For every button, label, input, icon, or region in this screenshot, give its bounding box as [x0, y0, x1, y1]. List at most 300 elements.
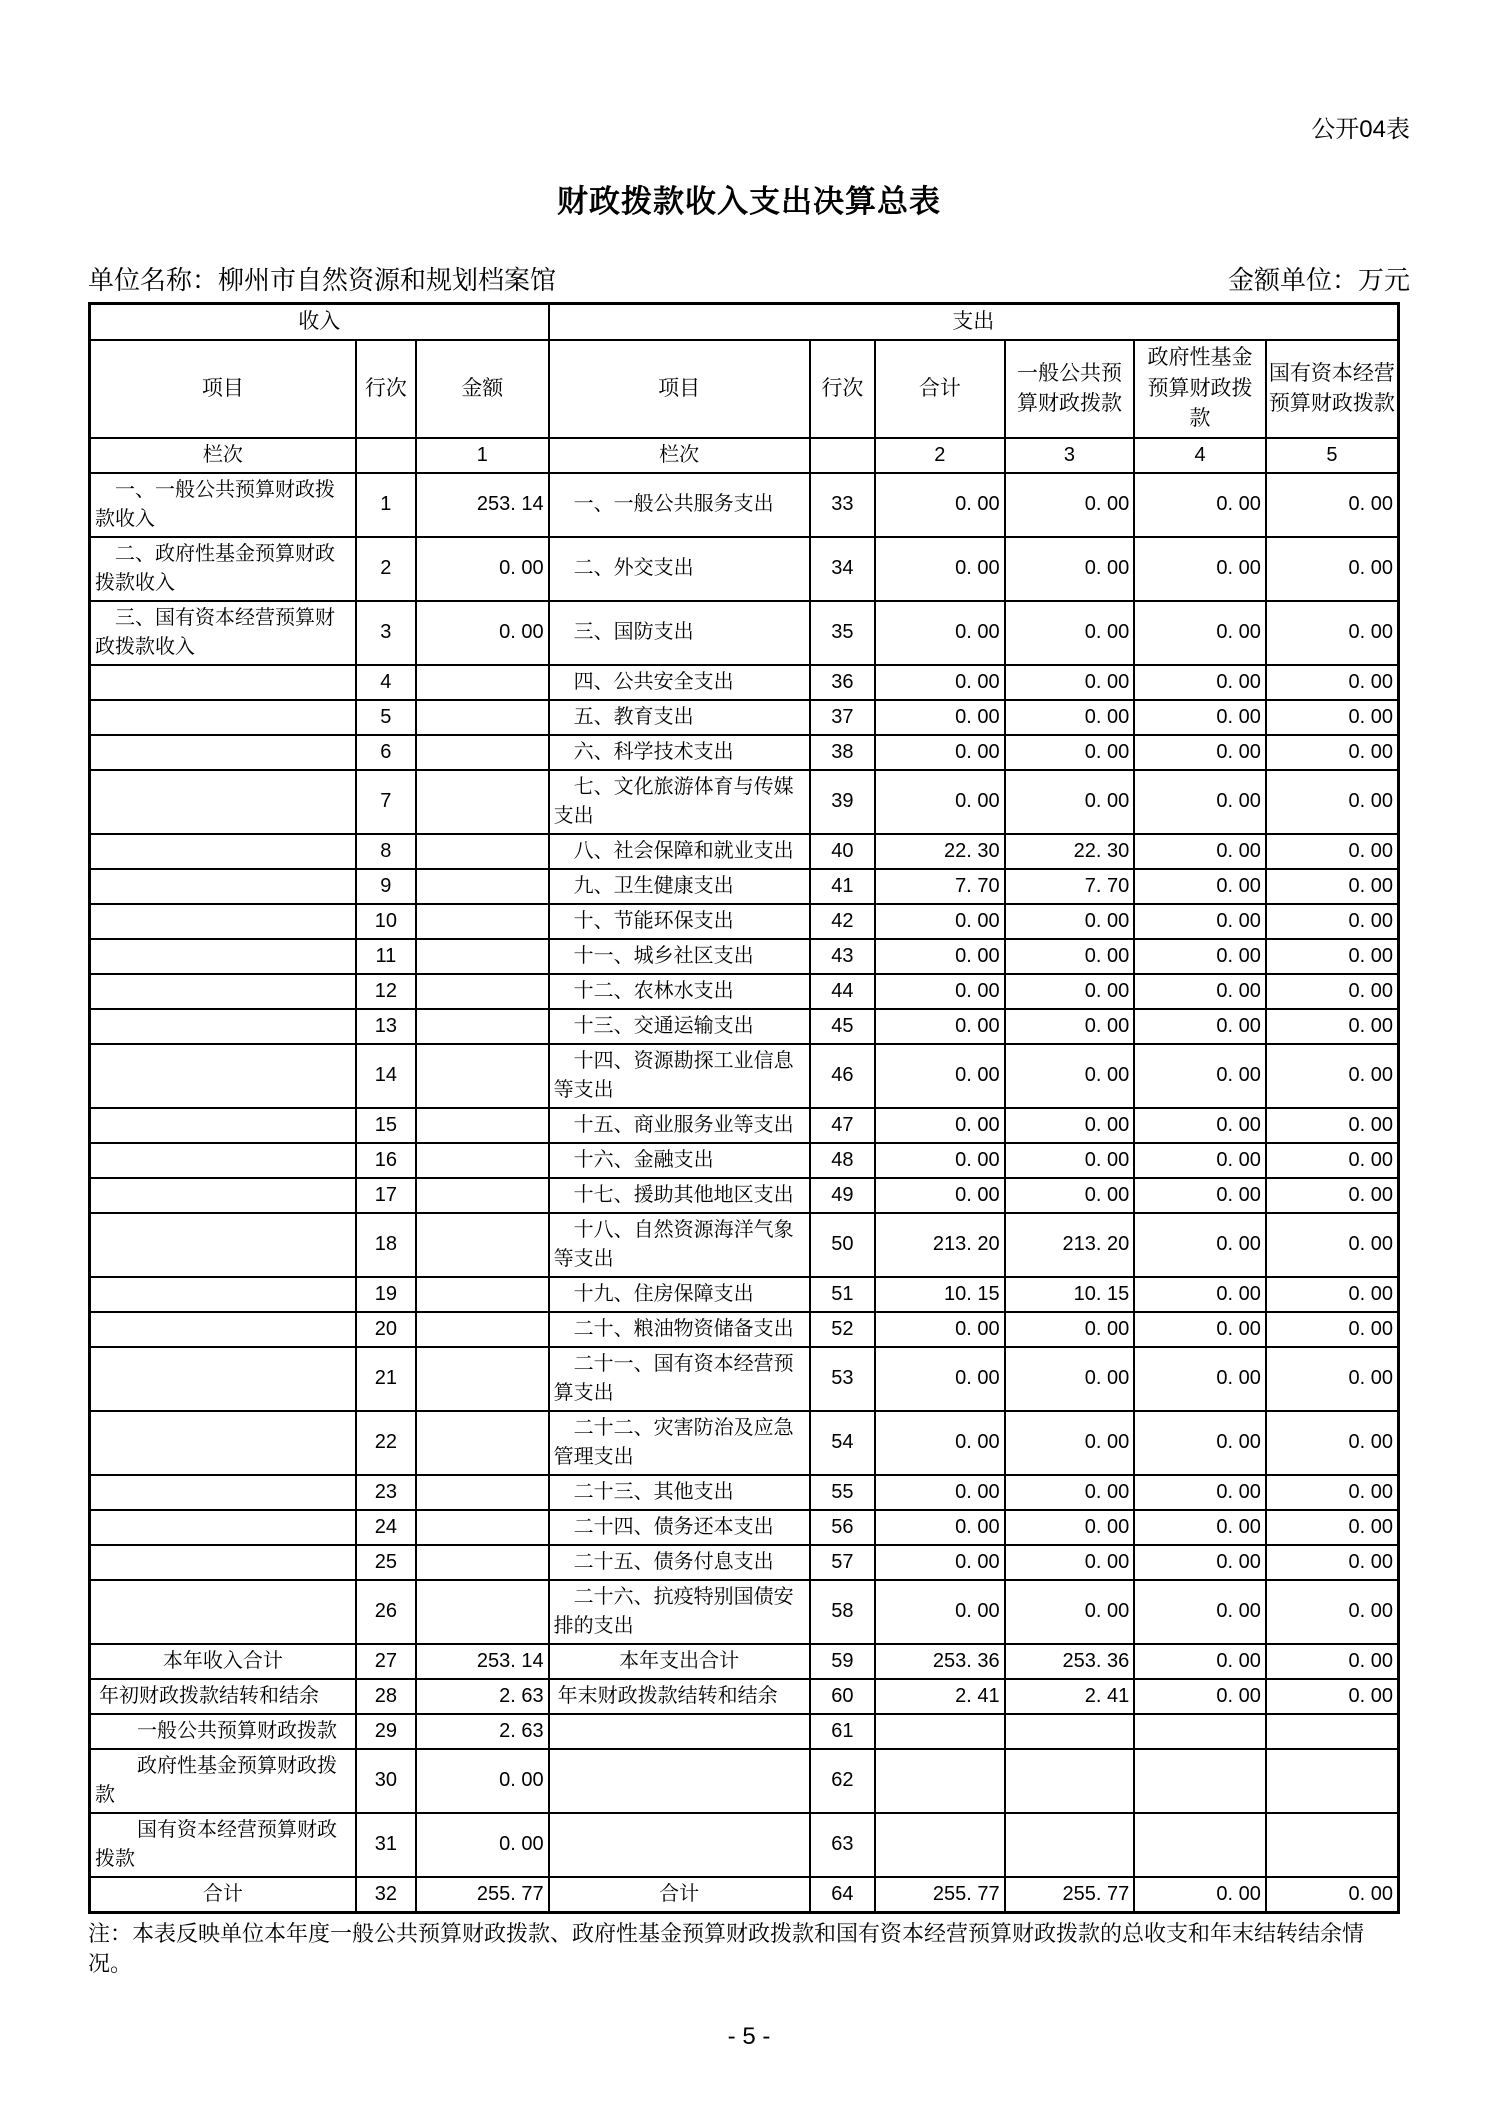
expense-state-capital-cell: 0. 00 — [1266, 1178, 1399, 1213]
expense-total-cell: 0. 00 — [875, 1009, 1005, 1044]
expense-item-cell: 二十、粮油物资储备支出 — [549, 1312, 810, 1347]
expense-item-cell: 十九、住房保障支出 — [549, 1277, 810, 1312]
expense-total-cell: 0. 00 — [875, 904, 1005, 939]
section-header-row — [90, 304, 1399, 341]
income-amount-cell — [416, 904, 549, 939]
expense-general-cell: 7. 70 — [1005, 869, 1135, 904]
expense-state-capital-cell: 0. 00 — [1266, 1044, 1399, 1108]
expense-state-capital-cell: 0. 00 — [1266, 1510, 1399, 1545]
expense-row-no-cell: 47 — [810, 1108, 875, 1143]
table-row — [90, 1108, 1399, 1143]
sheet-label: 公开04表 — [1311, 116, 1410, 143]
expense-item-cell — [549, 1749, 810, 1813]
income-row-no-cell: 17 — [356, 1178, 416, 1213]
col-income-row-no: 行次 — [356, 340, 416, 437]
expense-item-cell: 六、科学技术支出 — [549, 735, 810, 770]
expense-item-cell: 一、一般公共服务支出 — [549, 473, 810, 537]
expense-row-no-cell: 35 — [810, 601, 875, 665]
expense-gov-fund-cell: 0. 00 — [1134, 1679, 1266, 1714]
expense-gov-fund-cell — [1134, 1714, 1266, 1749]
expense-general-cell: 0. 00 — [1005, 735, 1135, 770]
income-amount-cell — [416, 834, 549, 869]
income-item-cell — [90, 904, 356, 939]
expense-row-no-cell: 59 — [810, 1644, 875, 1679]
col-income-item: 项目 — [90, 340, 356, 437]
income-amount-cell — [416, 1347, 549, 1411]
table-row — [90, 1044, 1399, 1108]
expense-row-no-cell: 64 — [810, 1877, 875, 1913]
expense-row-no-cell: 46 — [810, 1044, 875, 1108]
expense-item-cell: 十八、自然资源海洋气象等支出 — [549, 1213, 810, 1277]
expense-row-no-cell: 44 — [810, 974, 875, 1009]
expense-state-capital-cell: 0. 00 — [1266, 1411, 1399, 1475]
expense-general-cell: 0. 00 — [1005, 665, 1135, 700]
expense-item-cell: 九、卫生健康支出 — [549, 869, 810, 904]
income-item-cell: 政府性基金预算财政拨款 — [90, 1749, 356, 1813]
table-row — [90, 1312, 1399, 1347]
expense-row-no-cell: 52 — [810, 1312, 875, 1347]
expense-state-capital-cell: 0. 00 — [1266, 1644, 1399, 1679]
income-item-cell: 合计 — [90, 1877, 356, 1913]
col-income-amount: 金额 — [416, 340, 549, 437]
expense-gov-fund-cell: 0. 00 — [1134, 1143, 1266, 1178]
table-row — [90, 1749, 1399, 1813]
expense-total-cell: 0. 00 — [875, 1475, 1005, 1510]
expense-item-cell: 十一、城乡社区支出 — [549, 939, 810, 974]
expense-general-cell: 2. 41 — [1005, 1679, 1135, 1714]
expense-gov-fund-cell: 0. 00 — [1134, 869, 1266, 904]
expense-row-no-cell: 36 — [810, 665, 875, 700]
expense-total-cell — [875, 1813, 1005, 1877]
page-title: 财政拨款收入支出决算总表 — [557, 184, 941, 219]
expense-gov-fund-cell: 0. 00 — [1134, 473, 1266, 537]
expense-general-cell: 0. 00 — [1005, 1580, 1135, 1644]
income-row-no-cell: 29 — [356, 1714, 416, 1749]
table-row — [90, 1475, 1399, 1510]
income-row-no-cell: 1 — [356, 473, 416, 537]
expense-total-cell: 22. 30 — [875, 834, 1005, 869]
expense-gov-fund-cell: 0. 00 — [1134, 1178, 1266, 1213]
unit-name: 单位名称：柳州市自然资源和规划档案馆 — [88, 265, 557, 295]
expense-item-cell: 四、公共安全支出 — [549, 665, 810, 700]
income-amount-cell: 0. 00 — [416, 537, 549, 601]
table-row — [90, 1143, 1399, 1178]
income-item-cell: 一般公共预算财政拨款 — [90, 1714, 356, 1749]
expense-gov-fund-cell: 0. 00 — [1134, 1877, 1266, 1913]
table-row — [90, 1009, 1399, 1044]
expense-row-no-cell: 42 — [810, 904, 875, 939]
expense-row-no-cell: 49 — [810, 1178, 875, 1213]
expense-item-cell: 五、教育支出 — [549, 700, 810, 735]
expense-general-cell: 0. 00 — [1005, 1178, 1135, 1213]
expense-general-cell — [1005, 1813, 1135, 1877]
expense-general-cell: 0. 00 — [1005, 1312, 1135, 1347]
expense-section-header: 支出 — [549, 304, 1399, 341]
income-row-no-cell: 7 — [356, 770, 416, 834]
income-row-no-cell: 27 — [356, 1644, 416, 1679]
expense-gov-fund-cell: 0. 00 — [1134, 1644, 1266, 1679]
table-row — [90, 601, 1399, 665]
income-row-no-cell: 20 — [356, 1312, 416, 1347]
expense-general-cell: 0. 00 — [1005, 1044, 1135, 1108]
income-row-no-cell: 3 — [356, 601, 416, 665]
expense-gov-fund-cell: 0. 00 — [1134, 1044, 1266, 1108]
income-item-cell: 三、国有资本经营预算财政拨款收入 — [90, 601, 356, 665]
income-row-no-cell: 11 — [356, 939, 416, 974]
expense-gov-fund-cell: 0. 00 — [1134, 1545, 1266, 1580]
income-item-cell — [90, 1545, 356, 1580]
table-row — [90, 974, 1399, 1009]
expense-item-cell: 七、文化旅游体育与传媒支出 — [549, 770, 810, 834]
expense-total-cell: 0. 00 — [875, 1411, 1005, 1475]
expense-general-cell: 255. 77 — [1005, 1877, 1135, 1913]
income-amount-cell — [416, 1545, 549, 1580]
table-row — [90, 1510, 1399, 1545]
col-expense-gov-fund: 政府性基金预算财政拨款 — [1134, 340, 1266, 437]
expense-item-cell: 十五、商业服务业等支出 — [549, 1108, 810, 1143]
expense-state-capital-cell: 0. 00 — [1266, 1009, 1399, 1044]
expense-state-capital-cell: 0. 00 — [1266, 1475, 1399, 1510]
expense-total-cell: 0. 00 — [875, 601, 1005, 665]
table-row — [90, 834, 1399, 869]
expense-gov-fund-cell: 0. 00 — [1134, 700, 1266, 735]
income-item-cell — [90, 1009, 356, 1044]
expense-item-cell: 二、外交支出 — [549, 537, 810, 601]
expense-gov-fund-cell: 0. 00 — [1134, 1009, 1266, 1044]
expense-total-cell: 0. 00 — [875, 1143, 1005, 1178]
income-amount-cell: 253. 14 — [416, 473, 549, 537]
expense-gov-fund-cell: 0. 00 — [1134, 735, 1266, 770]
expense-row-no-cell: 45 — [810, 1009, 875, 1044]
income-item-cell — [90, 770, 356, 834]
expense-row-no-cell: 57 — [810, 1545, 875, 1580]
table-row — [90, 1411, 1399, 1475]
expense-total-cell: 213. 20 — [875, 1213, 1005, 1277]
expense-total-cell — [875, 1714, 1005, 1749]
lanci-col-4: 4 — [1134, 438, 1266, 473]
expense-row-no-cell: 38 — [810, 735, 875, 770]
table-row — [90, 1347, 1399, 1411]
income-amount-cell — [416, 939, 549, 974]
income-row-no-cell: 15 — [356, 1108, 416, 1143]
income-amount-cell: 0. 00 — [416, 601, 549, 665]
expense-row-no-cell: 43 — [810, 939, 875, 974]
expense-state-capital-cell: 0. 00 — [1266, 770, 1399, 834]
expense-state-capital-cell — [1266, 1714, 1399, 1749]
expense-general-cell: 213. 20 — [1005, 1213, 1135, 1277]
page-number: - 5 - — [727, 2023, 771, 2051]
income-item-cell: 年初财政拨款结转和结余 — [90, 1679, 356, 1714]
expense-row-no-cell: 41 — [810, 869, 875, 904]
income-amount-cell — [416, 1108, 549, 1143]
expense-row-no-cell: 60 — [810, 1679, 875, 1714]
income-amount-cell — [416, 1475, 549, 1510]
expense-row-no-cell: 61 — [810, 1714, 875, 1749]
income-amount-cell — [416, 665, 549, 700]
expense-item-cell: 十四、资源勘探工业信息等支出 — [549, 1044, 810, 1108]
expense-state-capital-cell: 0. 00 — [1266, 1213, 1399, 1277]
expense-row-no-cell: 56 — [810, 1510, 875, 1545]
expense-state-capital-cell: 0. 00 — [1266, 974, 1399, 1009]
income-row-no-cell: 10 — [356, 904, 416, 939]
expense-row-no-cell: 53 — [810, 1347, 875, 1411]
expense-row-no-cell: 48 — [810, 1143, 875, 1178]
income-row-no-cell: 19 — [356, 1277, 416, 1312]
expense-state-capital-cell: 0. 00 — [1266, 537, 1399, 601]
expense-state-capital-cell — [1266, 1749, 1399, 1813]
expense-state-capital-cell: 0. 00 — [1266, 1877, 1399, 1913]
expense-general-cell: 0. 00 — [1005, 1108, 1135, 1143]
income-amount-cell: 2. 63 — [416, 1714, 549, 1749]
expense-total-cell: 0. 00 — [875, 735, 1005, 770]
lanci-col-1: 1 — [416, 438, 549, 473]
column-index-row — [90, 438, 1399, 473]
income-item-cell — [90, 1347, 356, 1411]
income-amount-cell — [416, 1411, 549, 1475]
col-expense-item: 项目 — [549, 340, 810, 437]
expense-row-no-cell: 63 — [810, 1813, 875, 1877]
income-row-no-cell: 18 — [356, 1213, 416, 1277]
table-row — [90, 1213, 1399, 1277]
income-item-cell — [90, 1213, 356, 1277]
expense-item-cell — [549, 1813, 810, 1877]
expense-gov-fund-cell: 0. 00 — [1134, 904, 1266, 939]
income-amount-cell: 0. 00 — [416, 1813, 549, 1877]
table-row — [90, 537, 1399, 601]
income-row-no-cell: 28 — [356, 1679, 416, 1714]
lanci-expense-rowno-blank — [810, 438, 875, 473]
expense-general-cell: 0. 00 — [1005, 1510, 1135, 1545]
expense-item-cell: 二十五、债务付息支出 — [549, 1545, 810, 1580]
income-row-no-cell: 31 — [356, 1813, 416, 1877]
expense-general-cell: 0. 00 — [1005, 1411, 1135, 1475]
income-item-cell — [90, 1108, 356, 1143]
expense-item-cell: 十、节能环保支出 — [549, 904, 810, 939]
table-row — [90, 1679, 1399, 1714]
expense-gov-fund-cell — [1134, 1749, 1266, 1813]
lanci-income-rowno-blank — [356, 438, 416, 473]
expense-item-cell: 二十二、灾害防治及应急管理支出 — [549, 1411, 810, 1475]
expense-total-cell: 0. 00 — [875, 1347, 1005, 1411]
expense-gov-fund-cell: 0. 00 — [1134, 665, 1266, 700]
income-amount-cell — [416, 1009, 549, 1044]
expense-item-cell — [549, 1714, 810, 1749]
expense-state-capital-cell: 0. 00 — [1266, 1347, 1399, 1411]
income-amount-cell: 0. 00 — [416, 1749, 549, 1813]
income-row-no-cell: 8 — [356, 834, 416, 869]
income-item-cell — [90, 700, 356, 735]
income-row-no-cell: 16 — [356, 1143, 416, 1178]
expense-general-cell: 10. 15 — [1005, 1277, 1135, 1312]
income-amount-cell — [416, 1580, 549, 1644]
income-amount-cell — [416, 1044, 549, 1108]
expense-row-no-cell: 55 — [810, 1475, 875, 1510]
expense-row-no-cell: 58 — [810, 1580, 875, 1644]
table-row — [90, 770, 1399, 834]
expense-gov-fund-cell: 0. 00 — [1134, 1510, 1266, 1545]
table-note: 注：本表反映单位本年度一般公共预算财政拨款、政府性基金预算财政拨款和国有资本经营预算财政拨款的总收支和年末结转结余情况。 — [88, 1920, 1365, 1977]
expense-gov-fund-cell: 0. 00 — [1134, 1312, 1266, 1347]
expense-gov-fund-cell: 0. 00 — [1134, 1580, 1266, 1644]
expense-gov-fund-cell: 0. 00 — [1134, 770, 1266, 834]
expense-row-no-cell: 33 — [810, 473, 875, 537]
expense-gov-fund-cell: 0. 00 — [1134, 1411, 1266, 1475]
table-row — [90, 1580, 1399, 1644]
income-item-cell — [90, 1277, 356, 1312]
meta-row — [88, 264, 1410, 296]
expense-state-capital-cell: 0. 00 — [1266, 869, 1399, 904]
expense-row-no-cell: 62 — [810, 1749, 875, 1813]
income-amount-cell — [416, 1312, 549, 1347]
expense-general-cell — [1005, 1714, 1135, 1749]
income-row-no-cell: 6 — [356, 735, 416, 770]
expense-general-cell: 0. 00 — [1005, 1143, 1135, 1178]
expense-row-no-cell: 54 — [810, 1411, 875, 1475]
expense-general-cell: 0. 00 — [1005, 601, 1135, 665]
expense-item-cell: 十六、金融支出 — [549, 1143, 810, 1178]
expense-state-capital-cell: 0. 00 — [1266, 1312, 1399, 1347]
table-body — [90, 473, 1399, 1913]
expense-general-cell: 0. 00 — [1005, 904, 1135, 939]
table-row — [90, 1714, 1399, 1749]
expense-gov-fund-cell: 0. 00 — [1134, 601, 1266, 665]
income-item-cell — [90, 1312, 356, 1347]
table-row — [90, 1178, 1399, 1213]
expense-total-cell: 0. 00 — [875, 665, 1005, 700]
expense-total-cell: 2. 41 — [875, 1679, 1005, 1714]
expense-gov-fund-cell: 0. 00 — [1134, 1277, 1266, 1312]
income-amount-cell — [416, 1143, 549, 1178]
expense-state-capital-cell: 0. 00 — [1266, 1143, 1399, 1178]
income-amount-cell: 2. 63 — [416, 1679, 549, 1714]
expense-state-capital-cell: 0. 00 — [1266, 834, 1399, 869]
income-amount-cell — [416, 1510, 549, 1545]
expense-item-cell: 合计 — [549, 1877, 810, 1913]
expense-state-capital-cell: 0. 00 — [1266, 1580, 1399, 1644]
expense-gov-fund-cell: 0. 00 — [1134, 1475, 1266, 1510]
table-row — [90, 665, 1399, 700]
expense-state-capital-cell: 0. 00 — [1266, 735, 1399, 770]
income-item-cell: 国有资本经营预算财政拨款 — [90, 1813, 356, 1877]
expense-item-cell: 三、国防支出 — [549, 601, 810, 665]
expense-gov-fund-cell — [1134, 1813, 1266, 1877]
income-item-cell — [90, 665, 356, 700]
income-amount-cell — [416, 1213, 549, 1277]
expense-item-cell: 二十四、债务还本支出 — [549, 1510, 810, 1545]
col-expense-general: 一般公共预算财政拨款 — [1005, 340, 1135, 437]
income-row-no-cell: 23 — [356, 1475, 416, 1510]
income-row-no-cell: 22 — [356, 1411, 416, 1475]
income-row-no-cell: 25 — [356, 1545, 416, 1580]
income-item-cell — [90, 869, 356, 904]
expense-total-cell: 0. 00 — [875, 537, 1005, 601]
table-row — [90, 1877, 1399, 1913]
expense-row-no-cell: 50 — [810, 1213, 875, 1277]
expense-total-cell: 0. 00 — [875, 770, 1005, 834]
expense-gov-fund-cell: 0. 00 — [1134, 939, 1266, 974]
expense-general-cell: 0. 00 — [1005, 1475, 1135, 1510]
expense-gov-fund-cell: 0. 00 — [1134, 974, 1266, 1009]
income-item-cell: 本年收入合计 — [90, 1644, 356, 1679]
col-expense-total: 合计 — [875, 340, 1005, 437]
income-amount-cell — [416, 869, 549, 904]
expense-gov-fund-cell: 0. 00 — [1134, 834, 1266, 869]
expense-total-cell: 0. 00 — [875, 939, 1005, 974]
expense-total-cell: 0. 00 — [875, 1580, 1005, 1644]
expense-total-cell — [875, 1749, 1005, 1813]
expense-state-capital-cell: 0. 00 — [1266, 1108, 1399, 1143]
column-header-row — [90, 340, 1399, 437]
income-row-no-cell: 26 — [356, 1580, 416, 1644]
income-item-cell — [90, 834, 356, 869]
expense-row-no-cell: 34 — [810, 537, 875, 601]
table-row — [90, 1545, 1399, 1580]
income-item-cell: 二、政府性基金预算财政拨款收入 — [90, 537, 356, 601]
expense-item-cell: 八、社会保障和就业支出 — [549, 834, 810, 869]
income-item-cell — [90, 1044, 356, 1108]
table-row — [90, 700, 1399, 735]
expense-total-cell: 0. 00 — [875, 1312, 1005, 1347]
lanci-col-3: 3 — [1005, 438, 1135, 473]
expense-general-cell: 0. 00 — [1005, 1347, 1135, 1411]
expense-state-capital-cell — [1266, 1813, 1399, 1877]
expense-gov-fund-cell: 0. 00 — [1134, 537, 1266, 601]
expense-general-cell: 0. 00 — [1005, 1009, 1135, 1044]
expense-state-capital-cell: 0. 00 — [1266, 473, 1399, 537]
income-item-cell — [90, 1580, 356, 1644]
expense-general-cell: 0. 00 — [1005, 974, 1135, 1009]
expense-state-capital-cell: 0. 00 — [1266, 700, 1399, 735]
expense-general-cell: 0. 00 — [1005, 1545, 1135, 1580]
income-row-no-cell: 24 — [356, 1510, 416, 1545]
lanci-col-2: 2 — [875, 438, 1005, 473]
expense-row-no-cell: 39 — [810, 770, 875, 834]
expense-gov-fund-cell: 0. 00 — [1134, 1347, 1266, 1411]
expense-general-cell — [1005, 1749, 1135, 1813]
lanci-col-5: 5 — [1266, 438, 1399, 473]
expense-general-cell: 0. 00 — [1005, 770, 1135, 834]
expense-item-cell: 二十一、国有资本经营预算支出 — [549, 1347, 810, 1411]
expense-state-capital-cell: 0. 00 — [1266, 1545, 1399, 1580]
expense-total-cell: 10. 15 — [875, 1277, 1005, 1312]
expense-row-no-cell: 40 — [810, 834, 875, 869]
table-row — [90, 939, 1399, 974]
lanci-expense-label: 栏次 — [549, 438, 810, 473]
income-row-no-cell: 13 — [356, 1009, 416, 1044]
income-amount-cell: 255. 77 — [416, 1877, 549, 1913]
table-row — [90, 1277, 1399, 1312]
expense-row-no-cell: 51 — [810, 1277, 875, 1312]
expense-row-no-cell: 37 — [810, 700, 875, 735]
income-amount-cell — [416, 770, 549, 834]
income-row-no-cell: 12 — [356, 974, 416, 1009]
table-row — [90, 904, 1399, 939]
income-amount-cell: 253. 14 — [416, 1644, 549, 1679]
expense-general-cell: 0. 00 — [1005, 700, 1135, 735]
expense-total-cell: 0. 00 — [875, 1545, 1005, 1580]
lanci-income-label: 栏次 — [90, 438, 356, 473]
expense-general-cell: 0. 00 — [1005, 473, 1135, 537]
expense-general-cell: 0. 00 — [1005, 939, 1135, 974]
income-row-no-cell: 2 — [356, 537, 416, 601]
expense-total-cell: 0. 00 — [875, 974, 1005, 1009]
expense-total-cell: 7. 70 — [875, 869, 1005, 904]
expense-state-capital-cell: 0. 00 — [1266, 1679, 1399, 1714]
expense-state-capital-cell: 0. 00 — [1266, 665, 1399, 700]
income-item-cell — [90, 1143, 356, 1178]
income-row-no-cell: 4 — [356, 665, 416, 700]
expense-gov-fund-cell: 0. 00 — [1134, 1108, 1266, 1143]
